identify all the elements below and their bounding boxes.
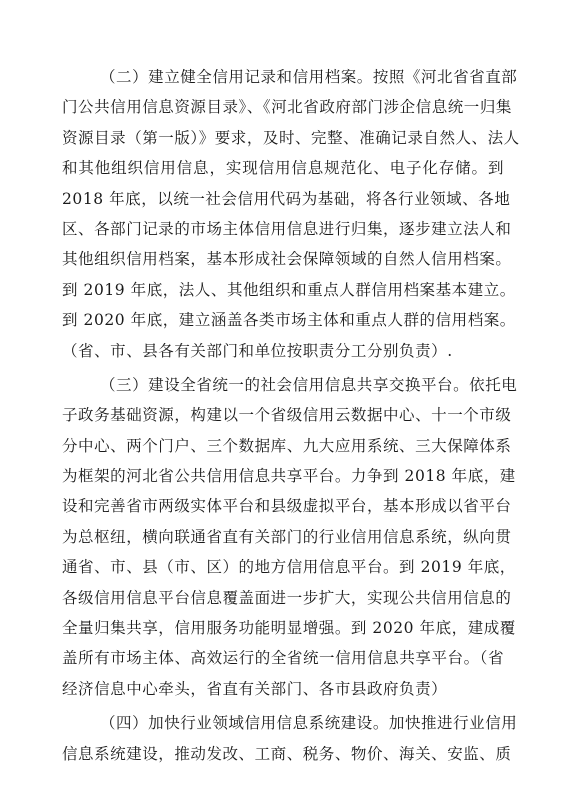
text-line: 其他组织信用档案，基本形成社会保障领域的自然人信用档案。	[62, 250, 512, 269]
text-line: 资源目录（第一版）》要求，及时、完整、准确记录自然人、法人	[62, 128, 520, 147]
text-line: 经济信息中心牵头，省直有关部门、各市县政府负责）	[62, 679, 448, 698]
text-line: 各级信用信息平台信息覆盖面进一步扩大，实现公共信用信息的	[62, 588, 512, 607]
text-line: （二）建立健全信用记录和信用档案。按照《河北省省直部	[100, 68, 518, 86]
paragraph-3	[62, 370, 518, 704]
text-line: 2018 年底，以统一社会信用代码为基础，将各行业领域、各地	[62, 189, 511, 208]
text-line: 信息系统建设，推动发改、工商、税务、物价、海关、安监、质	[62, 744, 512, 763]
text-line: 设和完善省市两级实体平台和县级虚拟平台，基本形成以省平台	[62, 497, 512, 516]
paragraph-2	[62, 62, 520, 366]
text-line: 为总枢纽，横向联通省直有关部门的行业信用信息系统，纵向贯	[62, 527, 512, 546]
text-line: 盖所有市场主体、高效运行的全省统一信用信息共享平台。（省	[62, 649, 504, 668]
text-line: （四）加快行业领域信用信息系统建设。加快推进行业信用	[100, 714, 518, 733]
text-line: （三）建设全省统一的社会信用信息共享交换平台。依托电	[100, 375, 518, 394]
paragraph-4	[62, 708, 518, 769]
text-line: 门公共信用信息资源目录》、《河北省政府部门涉企信息统一归集	[62, 98, 512, 117]
text-line: 到 2020 年底，建立涵盖各类市场主体和重点人群的信用档案。	[62, 311, 516, 330]
text-line: （省、市、县各有关部门和单位按职责分工分别负责）.	[62, 341, 453, 360]
text-line: 为框架的河北省公共信用信息共享平台。力争到 2018 年底，建	[62, 467, 516, 486]
text-line: 区、各部门记录的市场主体信用信息进行归集，逐步建立法人和	[62, 219, 512, 238]
text-line: 到 2019 年底，法人、其他组织和重点人群信用档案基本建立。	[62, 280, 516, 299]
document-page	[62, 62, 520, 769]
text-line: 子政务基础资源，构建以一个省级信用云数据中心、十一个市级	[62, 406, 512, 425]
text-line: 和其他组织信用信息，实现信用信息规范化、电子化存储。到	[62, 159, 504, 178]
text-line: 分中心、两个门户、三个数据库、九大应用系统、三大保障体系	[62, 436, 512, 455]
text-line: 全量归集共享，信用服务功能明显增强。到 2020 年底，建成覆	[62, 619, 516, 638]
text-line: 通省、市、县（市、区）的地方信用信息平台。到 2019 年底，	[62, 558, 516, 577]
